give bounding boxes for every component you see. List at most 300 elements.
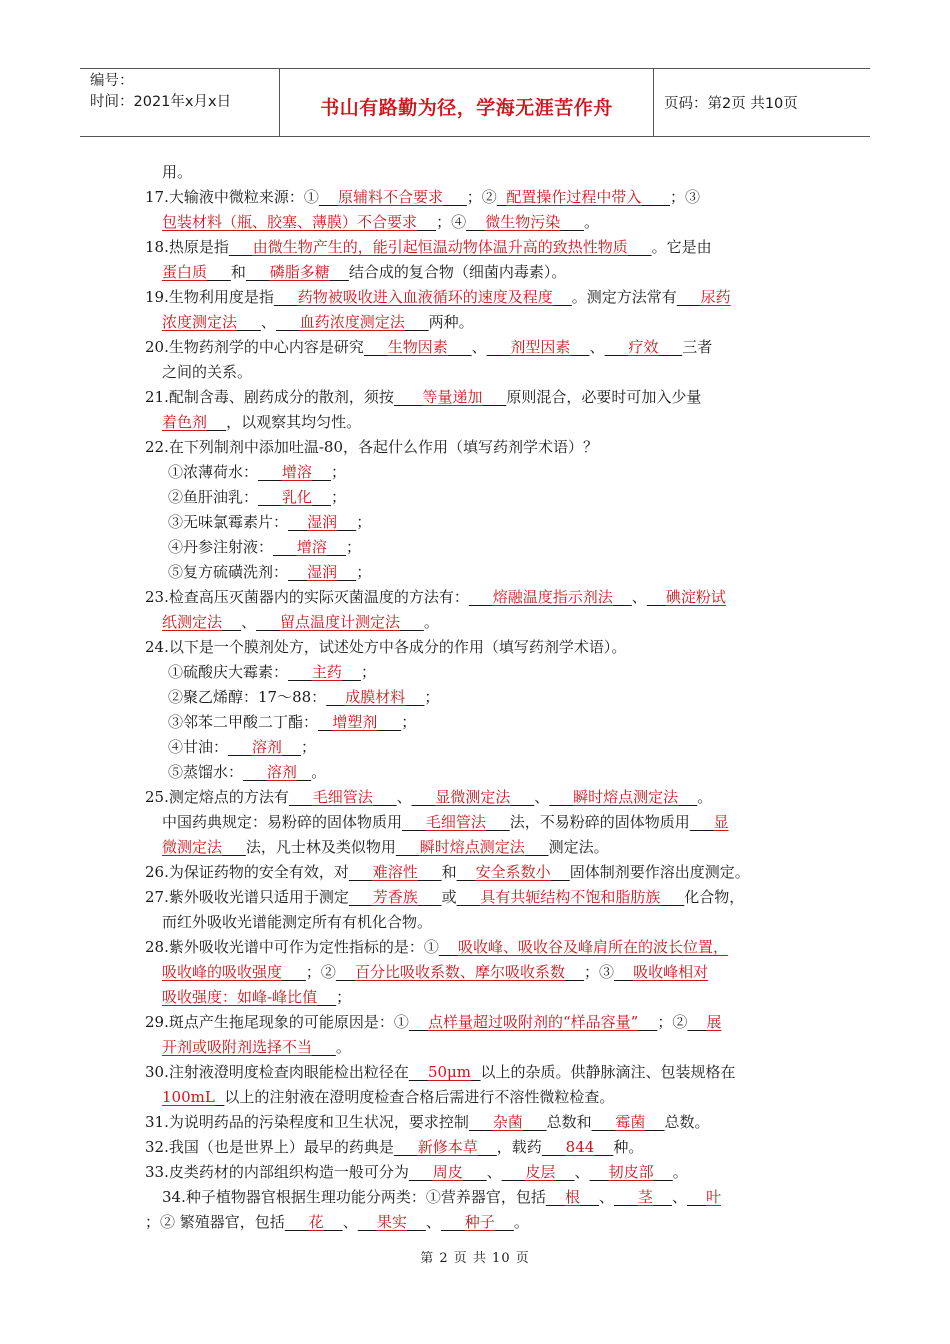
blank-underline [487, 338, 511, 356]
question-text: ；④ [436, 213, 467, 231]
question-text: 总数和 [546, 1113, 592, 1131]
answer-text: 韧皮部 [608, 1163, 654, 1181]
question-text: 。测定方法常有 [571, 288, 677, 306]
answer-text: 配置操作过程中带入 [506, 188, 642, 206]
blank-underline [324, 1213, 343, 1231]
blank-underline [660, 888, 684, 906]
question-text: 。它是由 [651, 238, 712, 256]
blank-underline [495, 1213, 514, 1231]
question-text: ①硫酸庆大霉素： [168, 663, 289, 681]
answer-text: 生物因素 [387, 338, 448, 356]
answer-text: 霉菌 [615, 1113, 646, 1131]
question-text: 和 [441, 863, 457, 881]
blank-underline [258, 463, 282, 481]
date-label: 时间：2021年x月x日 [90, 94, 232, 110]
answer-text: 湿润 [307, 563, 338, 581]
question-text: 31.为说明药品的污染程度和卫生状况，要求控制 [145, 1113, 469, 1131]
answer-text: 熔融温度指示剂法 [492, 588, 613, 606]
blank-underline [471, 1063, 481, 1081]
blank-underline [330, 263, 349, 281]
question-text: 33.皮类药材的内部组织构造一般可分为 [145, 1163, 409, 1181]
blank-underline [628, 238, 652, 256]
blank-underline [276, 313, 300, 331]
blank-underline [396, 838, 420, 856]
question-text: 用。 [162, 163, 193, 181]
answer-text: 由微生物产生的，能引起恒温动物体温升高的致热性物质 [252, 238, 628, 256]
question-text: 、 [396, 788, 412, 806]
text-line [145, 460, 810, 485]
question-text: ②鱼肝油乳： [168, 488, 259, 506]
text-line [145, 435, 810, 460]
text-line [145, 485, 810, 510]
question-text: 24.以下是一个膜剂处方，试述处方中各成分的作用（填写药剂学术语）。 [145, 638, 627, 656]
text-line [145, 835, 810, 860]
blank-underline [560, 213, 584, 231]
blank-underline [285, 1213, 309, 1231]
blank-underline [207, 263, 231, 281]
answer-text: 显 [713, 813, 729, 831]
header-left-cell [80, 69, 280, 136]
answer-text: 周皮 [432, 1163, 463, 1181]
answer-text: 花 [308, 1213, 324, 1231]
blank-underline [409, 1013, 428, 1031]
answer-text: 溶剂 [251, 738, 282, 756]
question-text: ⑤复方硫磺洗剂： [168, 563, 289, 581]
text-line [145, 735, 810, 760]
blank-underline [580, 1188, 599, 1206]
blank-underline [319, 188, 338, 206]
text-line [145, 885, 810, 910]
question-text: 。 [335, 1038, 351, 1056]
question-text: 21.配制含毒、剧药成分的散剂，须按 [145, 388, 394, 406]
text-line [145, 1085, 810, 1110]
text-line [145, 185, 810, 210]
question-text: ； [345, 538, 361, 556]
question-text: 34.种子植物器官根据生理功能分两类：①营养器官，包括 [162, 1188, 546, 1206]
answer-text: 原辅料不合要求 [337, 188, 443, 206]
blank-underline [229, 238, 253, 256]
text-line [145, 960, 810, 985]
text-line [145, 1185, 810, 1210]
blank-underline [358, 1213, 377, 1231]
blank-underline [297, 763, 311, 781]
answer-text: 100mL [162, 1088, 215, 1106]
question-text: 18.热原是指 [145, 238, 229, 256]
blank-underline [412, 788, 436, 806]
text-line [145, 1160, 810, 1185]
blank-underline [243, 763, 267, 781]
text-line [145, 1135, 810, 1160]
answer-text: 种子 [464, 1213, 495, 1231]
answer-text: 药物被吸收进入血液循环的速度及程度 [297, 288, 553, 306]
blank-underline [613, 588, 632, 606]
blank-underline [207, 413, 226, 431]
question-text: ②聚乙烯醇：17～88： [168, 688, 327, 706]
text-line [145, 985, 810, 1010]
question-text: 22.在下列制剂中添加吐温-80，各起什么作用（填写药剂学术语）？ [145, 438, 599, 456]
answer-text: 剂型因素 [510, 338, 571, 356]
text-line [145, 710, 810, 735]
answer-text: 微测定法 [162, 838, 223, 856]
answer-text: 根 [564, 1188, 580, 1206]
blank-underline [439, 938, 458, 956]
blank-underline [605, 338, 629, 356]
question-text: 固体制剂要作溶出度测定。 [569, 863, 750, 881]
blank-underline [418, 888, 442, 906]
question-text: 27.紫外吸收光谱只适用于测定 [145, 888, 349, 906]
question-text: 种。 [613, 1138, 644, 1156]
question-text: 化合物， [684, 888, 745, 906]
blank-underline [349, 888, 373, 906]
answer-text: 50μm [427, 1063, 471, 1081]
question-text: ③无味氯霉素片： [168, 513, 289, 531]
number-label: 编号： [90, 73, 134, 89]
answer-text: 瞬时熔点测定法 [573, 788, 679, 806]
blank-underline [342, 663, 361, 681]
answer-text: 包装材料（瓶、胶塞、薄膜）不合要求 [162, 213, 418, 231]
page-footer: 第 2 页 共 10 页 [420, 1251, 530, 1266]
blank-underline [549, 788, 573, 806]
question-text: 以上的注射液在澄明度检查合格后需进行不溶性微粒检查。 [224, 1088, 615, 1106]
question-text: 32.我国（也是世界上）最早的药典是 [145, 1138, 394, 1156]
question-text: 19.生物利用度是指 [145, 288, 274, 306]
question-text: 23.检查高压灭菌器内的实际灭菌温度的方法有： [145, 588, 469, 606]
blank-underline [215, 1088, 225, 1106]
answer-text: 难溶性 [372, 863, 418, 881]
blank-underline [273, 538, 297, 556]
question-text: ⑤蒸馏水： [168, 763, 244, 781]
question-text: 。 [311, 763, 327, 781]
answer-text: 瞬时熔点测定法 [419, 838, 525, 856]
text-line [145, 1010, 810, 1035]
blank-underline [594, 1138, 613, 1156]
question-text: 、 [471, 338, 487, 356]
blank-underline [288, 563, 307, 581]
answer-text: 具有共轭结构不饱和脂肪族 [480, 888, 661, 906]
question-text: 。 [672, 1163, 688, 1181]
blank-underline [336, 963, 355, 981]
question-text: 。 [584, 213, 600, 231]
blank-underline [409, 1063, 428, 1081]
blank-underline [312, 488, 331, 506]
blank-underline [502, 1163, 526, 1181]
blank-underline [546, 1188, 565, 1206]
text-line [145, 1110, 810, 1135]
blank-underline [463, 1163, 487, 1181]
question-text: 、 [574, 1163, 590, 1181]
blank-underline [641, 188, 670, 206]
question-text: ； [330, 488, 346, 506]
blank-underline [647, 588, 666, 606]
question-text: 、 [260, 313, 276, 331]
blank-underline [570, 338, 589, 356]
answer-text: 安全系数小 [475, 863, 551, 881]
text-line [145, 335, 810, 360]
question-text: 、 [631, 588, 647, 606]
answer-text: 湿润 [307, 513, 338, 531]
text-line [145, 360, 810, 385]
question-text: ； [330, 463, 346, 481]
blank-underline [222, 613, 241, 631]
question-text: 。 [423, 613, 439, 631]
answer-text: 主药 [311, 663, 342, 681]
blank-underline [373, 788, 397, 806]
question-text: ； [424, 688, 440, 706]
blank-underline [394, 1138, 418, 1156]
blank-underline [282, 738, 301, 756]
answer-text: 毛细管法 [312, 788, 373, 806]
answer-text: 增塑剂 [332, 713, 378, 731]
answer-text: 杂菌 [492, 1113, 523, 1131]
answer-text: 纸测定法 [162, 613, 223, 631]
blank-underline [407, 1213, 426, 1231]
blank-underline [400, 613, 424, 631]
answer-text: 留点温度计测定法 [279, 613, 400, 631]
blank-underline [288, 663, 312, 681]
blank-underline [553, 288, 572, 306]
question-text: ；② [657, 1013, 688, 1031]
question-text: 、 [425, 1213, 441, 1231]
question-text: 26.为保证药物的安全有效，对 [145, 863, 349, 881]
text-line [145, 760, 810, 785]
question-text: ④丹参注射液： [168, 538, 274, 556]
question-text: ，以观察其均匀性。 [226, 413, 362, 431]
text-line [145, 685, 810, 710]
answer-text: 吸收峰的吸收强度 [162, 963, 283, 981]
blank-underline [510, 788, 534, 806]
text-line [145, 785, 810, 810]
text-line [145, 385, 810, 410]
blank-underline [337, 513, 356, 531]
blank-underline [677, 288, 701, 306]
question-text: 、 [671, 1188, 687, 1206]
text-line [145, 1210, 810, 1235]
blank-underline [555, 1163, 574, 1181]
question-text: 30.注射液澄明度检查肉眼能检出粒径在 [145, 1063, 409, 1081]
text-line [145, 560, 810, 585]
blank-underline [312, 463, 331, 481]
question-text: 、 [599, 1188, 615, 1206]
text-line [145, 610, 810, 635]
blank-underline [409, 1163, 433, 1181]
question-text: 29.斑点产生拖尾现象的可能原因是：① [145, 1013, 409, 1031]
blank-underline [469, 1113, 493, 1131]
blank-underline [614, 1188, 638, 1206]
question-text: ①浓薄荷水： [168, 463, 259, 481]
text-line [145, 810, 810, 835]
text-line [145, 285, 810, 310]
question-text: ；② [466, 188, 497, 206]
blank-underline [525, 838, 549, 856]
answer-text: 疗效 [628, 338, 659, 356]
text-line [145, 160, 810, 185]
blank-underline [658, 338, 682, 356]
blank-underline [364, 338, 388, 356]
blank-underline [497, 188, 507, 206]
blank-underline [638, 1013, 657, 1031]
blank-underline [405, 313, 429, 331]
answer-text: 微生物污染 [485, 213, 561, 231]
answer-text: 吸收峰相对 [633, 963, 709, 981]
blank-underline [653, 1188, 672, 1206]
blank-underline [274, 288, 298, 306]
blank-underline [394, 388, 423, 406]
blank-underline [288, 513, 307, 531]
text-line [145, 1035, 810, 1060]
answer-text: 点样量超过吸附剂的“样品容量” [427, 1013, 639, 1031]
answer-text: 着色剂 [162, 413, 208, 431]
question-text: 、 [241, 613, 257, 631]
blank-underline [687, 1188, 706, 1206]
blank-underline [551, 863, 570, 881]
blank-underline [258, 488, 282, 506]
blank-underline [317, 988, 336, 1006]
answer-text: 尿药 [700, 288, 731, 306]
blank-underline [246, 263, 270, 281]
blank-underline [448, 338, 472, 356]
answer-text: 浓度测定法 [162, 313, 238, 331]
question-text: 原则混合，必要时可加入少量 [506, 388, 702, 406]
answer-text: 血药浓度测定法 [299, 313, 405, 331]
blank-underline [318, 713, 332, 731]
question-text: 25.测定熔点的方法有 [145, 788, 289, 806]
question-text: 28.紫外吸收光谱中可作为定性指标的是：① [145, 938, 439, 956]
blank-underline [326, 688, 345, 706]
blank-underline [592, 1113, 616, 1131]
blank-underline [256, 613, 280, 631]
question-text: ；③ [669, 188, 700, 206]
answer-text: 皮层 [525, 1163, 556, 1181]
blank-underline [327, 538, 346, 556]
blank-underline [645, 1113, 664, 1131]
answer-text: 增溶 [281, 463, 312, 481]
page-label: 页码：第2页 共10页 [664, 96, 798, 112]
question-text: ； [360, 663, 376, 681]
question-text: 20.生物药剂学的中心内容是研究 [145, 338, 364, 356]
text-line [145, 1060, 810, 1085]
question-text: ； [300, 738, 316, 756]
question-text: ；③ [584, 963, 615, 981]
answer-text: 碘淀粉试 [665, 588, 726, 606]
text-line [145, 585, 810, 610]
text-line [145, 860, 810, 885]
answer-text: 果实 [376, 1213, 407, 1231]
question-text: 之间的关系。 [162, 363, 253, 381]
text-line [145, 635, 810, 660]
blank-underline [486, 813, 510, 831]
question-text: 测定法。 [548, 838, 609, 856]
blank-underline [523, 1113, 547, 1131]
answer-text: 芳香族 [372, 888, 418, 906]
blank-underline [482, 388, 506, 406]
answer-text: 蛋白质 [162, 263, 208, 281]
answer-text: 百分比吸收系数、摩尔吸收系数 [354, 963, 565, 981]
answer-text: 成膜材料 [345, 688, 406, 706]
text-line [145, 660, 810, 685]
question-text: ③邻苯二甲酸二丁酯： [168, 713, 319, 731]
answer-text: 溶剂 [266, 763, 297, 781]
question-text: 三者 [682, 338, 713, 356]
question-text: ； [356, 513, 372, 531]
blank-underline [237, 313, 261, 331]
question-text: 法，凡士林及类似物用 [245, 838, 396, 856]
question-text: ； [356, 563, 372, 581]
blank-underline [690, 813, 714, 831]
answer-text: 叶 [706, 1188, 722, 1206]
blank-underline [443, 188, 467, 206]
text-line [145, 235, 810, 260]
question-text: 、 [486, 1163, 502, 1181]
text-line [145, 410, 810, 435]
answer-text: 吸收强度：如峰-峰比值 [162, 988, 318, 1006]
blank-underline [457, 888, 481, 906]
blank-underline [417, 213, 436, 231]
question-text: 法，不易粉碎的固体物质用 [509, 813, 690, 831]
answer-text: 磷脂多糖 [269, 263, 330, 281]
answer-text: 显微测定法 [435, 788, 511, 806]
answer-text: 乳化 [281, 488, 312, 506]
text-line [145, 310, 810, 335]
blank-underline [614, 963, 633, 981]
text-line [145, 910, 810, 935]
blank-underline [402, 813, 426, 831]
blank-underline [542, 1138, 566, 1156]
answer-text: 毛细管法 [425, 813, 486, 831]
text-line [145, 935, 810, 960]
answer-text: 开剂或吸附剂选择不当 [162, 1038, 313, 1056]
answer-text: 增溶 [296, 538, 327, 556]
question-text: 结合成的复合物（细菌内毒素）。 [348, 263, 567, 281]
blank-underline [654, 1163, 673, 1181]
blank-underline [565, 963, 584, 981]
blank-underline [282, 963, 306, 981]
question-text: ；② [305, 963, 336, 981]
answer-text: 新修本草 [417, 1138, 478, 1156]
text-line [145, 260, 810, 285]
blank-underline [377, 713, 401, 731]
answer-text: 844 [565, 1138, 595, 1156]
blank-underline [469, 588, 493, 606]
question-text: 两种。 [428, 313, 474, 331]
text-line [145, 210, 810, 235]
question-text: 17.大输液中微粒来源：① [145, 188, 319, 206]
blank-underline [289, 788, 313, 806]
question-text: ； [336, 988, 352, 1006]
question-text: 以上的杂质。供静脉滴注、包装规格在 [480, 1063, 736, 1081]
blank-underline [441, 1213, 465, 1231]
question-text: ； [401, 713, 417, 731]
text-line [145, 535, 810, 560]
blank-underline [337, 563, 356, 581]
blank-underline [457, 863, 476, 881]
question-text: 、 [534, 788, 550, 806]
question-text: ，载药 [496, 1138, 542, 1156]
blank-underline [466, 213, 485, 231]
question-text: 和 [230, 263, 246, 281]
motto: 书山有路勤为径，学海无涯苦作舟 [280, 69, 654, 136]
question-text: 。 [513, 1213, 529, 1231]
question-text: 中国药典规定：易粉碎的固体物质用 [162, 813, 403, 831]
question-text: 而红外吸收光谱能测定所有有机化合物。 [162, 913, 433, 931]
blank-underline [312, 1038, 336, 1056]
question-text: 、 [589, 338, 605, 356]
question-text: ④甘油： [168, 738, 229, 756]
answer-text: 茎 [637, 1188, 653, 1206]
text-line [145, 510, 810, 535]
blank-underline [228, 738, 252, 756]
document-body [145, 160, 810, 1235]
blank-underline [349, 863, 373, 881]
